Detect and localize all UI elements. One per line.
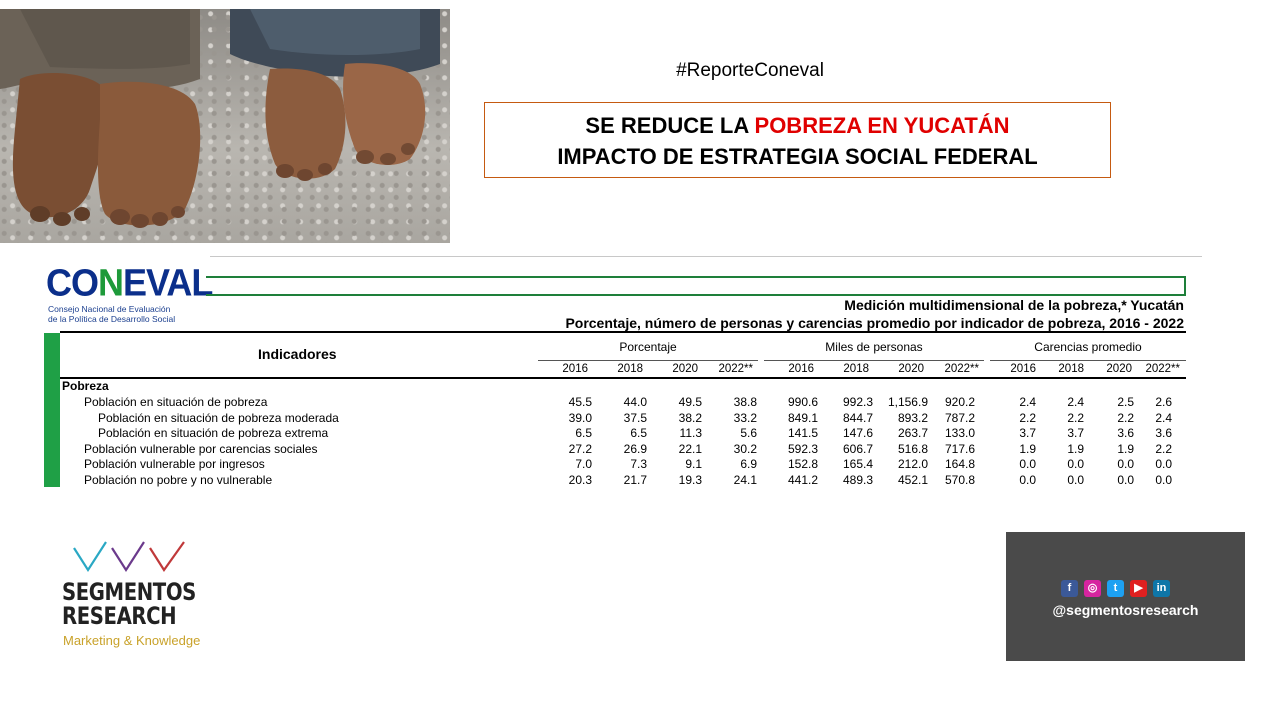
table-cell: 6.5: [575, 426, 592, 440]
table-cell: 26.9: [623, 441, 647, 456]
headline-prefix: SE REDUCE LA: [585, 113, 755, 138]
table-cell: 7.3: [630, 457, 647, 471]
table-cell: 5.6: [740, 426, 757, 440]
year-header: 2020: [1106, 363, 1132, 375]
year-header: 2016: [1010, 363, 1036, 375]
year-header: 2022**: [718, 363, 753, 375]
table-cell: 164.8: [944, 457, 975, 471]
table-cell: 27.2: [568, 441, 592, 456]
table-cell: 20.3: [568, 472, 592, 487]
youtube-icon[interactable]: ▶: [1130, 580, 1147, 597]
table-cell: 11.3: [679, 426, 702, 440]
indicators-header: Indicadores: [258, 346, 337, 362]
row-label: Población vulnerable por carencias sociales: [84, 441, 318, 456]
table-cell: 441.2: [787, 472, 818, 487]
table-cell: 37.5: [623, 410, 647, 425]
table-cell: 844.7: [842, 410, 873, 425]
table-cell: 30.2: [733, 441, 757, 456]
group-underline: [764, 360, 984, 361]
table-cell: 2.4: [1155, 410, 1172, 425]
table-cell: 38.8: [733, 395, 757, 409]
checkmarks-icon: [72, 540, 192, 576]
table-cell: 920.2: [944, 395, 975, 409]
year-header: 2022**: [944, 363, 979, 375]
table-cell: 1,156.9: [887, 395, 928, 409]
year-header: 2020: [898, 363, 924, 375]
hashtag: #ReporteConeval: [676, 60, 824, 81]
year-header: 2016: [562, 363, 588, 375]
group-thousands: Miles de personas: [825, 340, 923, 354]
year-header: 2016: [788, 363, 814, 375]
table-cell: 0.0: [1155, 457, 1172, 471]
headline-highlight: POBREZA EN YUCATÁN: [754, 113, 1010, 138]
row-label: Población vulnerable por ingresos: [84, 457, 265, 471]
table-header-rule: [60, 377, 1186, 379]
group-deprivations: Carencias promedio: [1034, 340, 1142, 354]
table-cell: 33.2: [733, 410, 757, 425]
table-cell: 3.7: [1067, 426, 1084, 440]
coneval-logo: CONEVAL: [46, 260, 213, 304]
table-cell: 0.0: [1117, 457, 1134, 471]
brand-name: [62, 580, 196, 628]
table-cell: 3.6: [1155, 426, 1172, 440]
table-cell: 2.2: [1067, 410, 1084, 425]
table-cell: 489.3: [842, 472, 873, 487]
group-underline: [538, 360, 758, 361]
table-cell: 263.7: [897, 426, 928, 440]
year-header: 2018: [1058, 363, 1084, 375]
year-header: 2020: [672, 363, 698, 375]
table-cell: 1.9: [1117, 441, 1134, 456]
green-header-bar: [206, 276, 1186, 296]
group-underline: [990, 360, 1186, 361]
table-cell: 606.7: [842, 441, 873, 456]
table-top-rule: [60, 331, 1186, 333]
report-title: Medición multidimensional de la pobreza,* Yucatán: [844, 297, 1184, 313]
table-cell: 0.0: [1155, 472, 1172, 487]
table-cell: 2.2: [1117, 410, 1134, 425]
table-cell: 19.3: [678, 472, 702, 487]
table-cell: 21.7: [623, 472, 647, 487]
logo-sub-line-1: Consejo Nacional de Evaluación: [48, 304, 171, 314]
table-cell: 2.2: [1155, 441, 1172, 456]
table-cell: 165.4: [842, 457, 873, 471]
table-cell: 592.3: [787, 441, 818, 456]
table-cell: 2.6: [1155, 395, 1172, 409]
instagram-icon[interactable]: ◎: [1084, 580, 1101, 597]
headline-box: [484, 102, 1111, 178]
table-cell: 45.5: [568, 395, 592, 409]
table-cell: 516.8: [897, 441, 928, 456]
table-cell: 6.9: [740, 457, 757, 471]
table-cell: 212.0: [897, 457, 928, 471]
table-cell: 38.2: [678, 410, 702, 425]
table-cell: 0.0: [1067, 472, 1084, 487]
table-cell: 49.5: [678, 395, 702, 409]
coneval-logo-subtitle: [48, 304, 175, 324]
group-percentage: Porcentaje: [619, 340, 677, 354]
social-box: [1006, 532, 1245, 661]
facebook-icon[interactable]: f: [1061, 580, 1078, 597]
logo-sub-line-2: de la Política de Desarrollo Social: [48, 314, 176, 324]
table-cell: 9.1: [685, 457, 702, 471]
table-cell: 2.4: [1067, 395, 1084, 409]
row-label: Población en situación de pobreza: [84, 395, 268, 409]
brand-tagline: Marketing & Knowledge: [63, 633, 201, 648]
linkedin-icon[interactable]: in: [1153, 580, 1170, 597]
table-cell: 2.5: [1117, 395, 1134, 409]
year-header: 2022**: [1145, 363, 1180, 375]
table-cell: 990.6: [787, 395, 818, 409]
table-cell: 39.0: [568, 410, 592, 425]
table-cell: 0.0: [1067, 457, 1084, 471]
table-cell: 1.9: [1019, 441, 1036, 456]
table-cell: 24.1: [733, 472, 757, 487]
table-cell: 570.8: [944, 472, 975, 487]
table-cell: 0.0: [1019, 472, 1036, 487]
row-label: Población no pobre y no vulnerable: [84, 472, 273, 487]
table-cell: 1.9: [1067, 441, 1084, 456]
table-cell: 787.2: [944, 410, 975, 425]
divider: [210, 256, 1202, 257]
table-cell: 2.4: [1019, 395, 1036, 409]
headline-line-2: IMPACTO DE ESTRATEGIA SOCIAL FEDERAL: [557, 144, 1038, 169]
table-cell: 141.5: [787, 426, 818, 440]
brand-name-line-1: SEGMENTOS: [62, 578, 196, 606]
green-side-bar: [44, 333, 60, 487]
table-cell: 44.0: [623, 395, 647, 409]
table-cell: 0.0: [1117, 472, 1134, 487]
social-icons: [1061, 580, 1170, 597]
section-title: Pobreza: [62, 379, 109, 393]
table-cell: 6.5: [630, 426, 647, 440]
row-label: Población en situación de pobreza moderada: [98, 410, 339, 425]
brand-name-line-2: RESEARCH: [62, 602, 177, 630]
table-cell: 147.6: [842, 426, 873, 440]
twitter-icon[interactable]: t: [1107, 580, 1124, 597]
table-cell: 3.7: [1019, 426, 1036, 440]
table-cell: 2.2: [1019, 410, 1036, 425]
table-cell: 717.6: [944, 441, 975, 456]
row-label: Población en situación de pobreza extrema: [98, 426, 329, 440]
headline-line-1: [485, 110, 1110, 141]
table-cell: 3.6: [1117, 426, 1134, 440]
social-handle[interactable]: @segmentosresearch: [1052, 602, 1199, 618]
table-cell: 7.0: [575, 457, 592, 471]
year-header: 2018: [843, 363, 869, 375]
table-cell: 133.0: [944, 426, 975, 440]
table-cell: 22.1: [678, 441, 702, 456]
bare-feet-photo: [0, 9, 450, 243]
table-cell: 849.1: [787, 410, 818, 425]
table-cell: 992.3: [842, 395, 873, 409]
table-cell: 0.0: [1019, 457, 1036, 471]
report-subtitle: Porcentaje, número de personas y carencias promedio por indicador de pobreza, 2016 - 2022: [565, 315, 1184, 331]
table-cell: 893.2: [897, 410, 928, 425]
year-header: 2018: [617, 363, 643, 375]
table-cell: 152.8: [787, 457, 818, 471]
table-cell: 452.1: [897, 472, 928, 487]
